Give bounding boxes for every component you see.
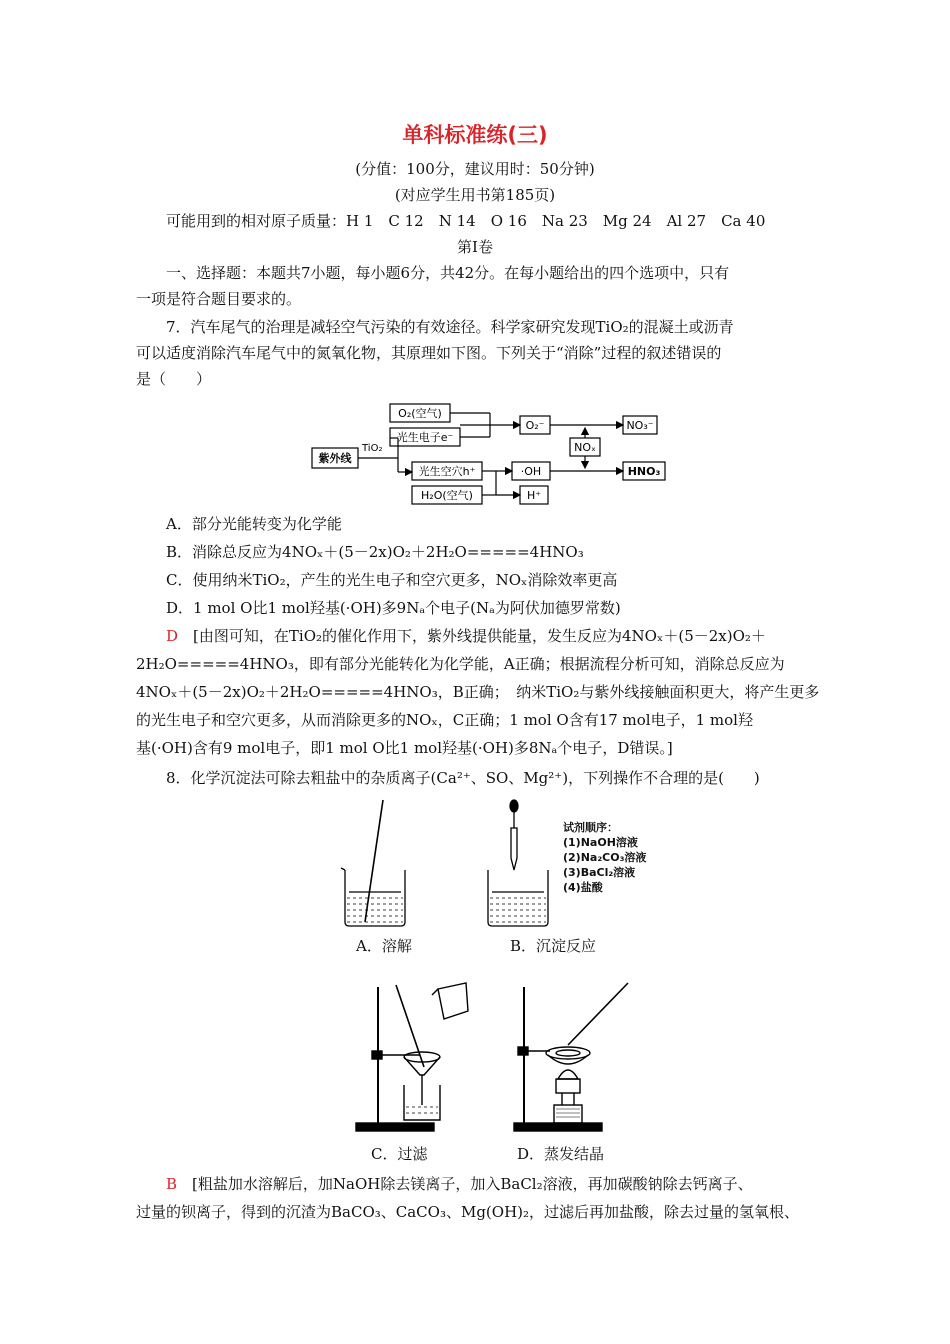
q8-analysis-text1: [粗盐加水溶解后，加NaOH除去镁离子，加入BaCl₂溶液，再加碳酸钠除去钙离子、	[192, 1175, 753, 1193]
atomic-masses: 可能用到的相对原子质量：H 1 C 12 N 14 O 16 Na 23 Mg 24 Al 27 Ca 40	[166, 212, 766, 230]
figure-b-caption: B．沉淀反应	[510, 937, 597, 955]
q7-analysis-line3: 4NOₓ＋(5－2x)O₂＋2H₂O=====4HNO₃，B正确； 纳米TiO₂与紫外线接触面积更大，将产生更多	[136, 683, 820, 701]
reagent-1: (1)NaOH溶液	[563, 836, 638, 849]
q8-stem: 8．化学沉淀法可除去粗盐中的杂质离子(Ca²⁺、SO、Mg²⁺)，下列操作不合理的是( )	[166, 769, 760, 787]
no3-minus-label: NO₃⁻	[626, 419, 654, 432]
q7-analysis-line2: 2H₂O=====4HNO₃，即有部分光能转化为化学能，A正确；根据流程分析可知，消除总反应为	[136, 655, 785, 673]
evaporation-figure	[510, 975, 640, 1135]
h2o-air-label: H₂O(空气)	[421, 489, 473, 502]
photo-hole-label: 光生空穴h⁺	[418, 465, 476, 478]
q8-answer-letter: B	[166, 1175, 178, 1193]
section-instructions-line2: 一项是符合题目要求的。	[136, 290, 302, 308]
q7-analysis-text1: [由图可知，在TiO₂的催化作用下，紫外线提供能量，发生反应为4NOₓ＋(5－2x)O₂＋	[193, 627, 766, 645]
q7-option-a: A．部分光能转变为化学能	[166, 515, 342, 533]
score-info: (分值：100分，建议用时：50分钟)	[355, 160, 595, 178]
reagent-3: (3)BaCl₂溶液	[563, 866, 636, 879]
q8-analysis-line1	[166, 1173, 826, 1195]
nox-label: NOₓ	[574, 441, 596, 454]
reagent-list	[563, 820, 646, 895]
q7-analysis-line1	[166, 625, 826, 647]
reagent-4: (4)盐酸	[563, 881, 603, 894]
hplus-label: H⁺	[526, 489, 542, 502]
uv-label: 紫外线	[318, 452, 352, 465]
volume-heading: 第Ⅰ卷	[457, 238, 493, 256]
beaker-stirring-figure	[335, 798, 435, 930]
q7-stem-line1: 7．汽车尾气的治理是减轻空气污染的有效途径。科学家研究发现TiO₂的混凝土或沥青	[166, 318, 734, 336]
page-title: 单科标准练(三)	[402, 123, 548, 147]
q7-option-b: B．消除总反应为4NOₓ＋(5－2x)O₂＋2H₂O=====4HNO₃	[166, 543, 584, 561]
section-instructions-line1: 一、选择题：本题共7小题，每小题6分，共42分。在每小题给出的四个选项中，只有	[166, 264, 730, 282]
oh-label: ·OH	[520, 465, 542, 478]
q7-option-d: D．1 mol O比1 mol羟基(·OH)多9Nₐ个电子(Nₐ为阿伏加德罗常数)	[166, 599, 621, 617]
tio2-label: TiO₂	[362, 443, 383, 454]
figure-c-caption: C．过滤	[371, 1145, 428, 1163]
q7-stem-line3: 是（ ）	[136, 370, 212, 388]
hno3-label: HNO₃	[627, 465, 661, 478]
q7-option-c: C．使用纳米TiO₂，产生的光生电子和空穴更多，NOₓ消除效率更高	[166, 571, 618, 589]
photo-electron-label: 光生电子e⁻	[396, 431, 454, 444]
q7-answer-letter: D	[166, 627, 179, 645]
book-reference: (对应学生用书第185页)	[394, 186, 556, 204]
q8-analysis-line2: 过量的钡离子，得到的沉渣为BaCO₃、CaCO₃、Mg(OH)₂，过滤后再加盐酸，除去过量的氢氧根、	[136, 1203, 800, 1221]
reagent-2: (2)Na₂CO₃溶液	[563, 851, 647, 864]
figure-a-caption: A．溶解	[356, 937, 412, 955]
q7-flow-diagram	[300, 398, 680, 513]
o2-air-label: O₂(空气)	[398, 407, 442, 420]
q7-analysis-line4: 的光生电子和空穴更多，从而消除更多的NOₓ，C正确；1 mol O含有17 mol电子，1 mol羟	[136, 711, 753, 729]
q7-stem-line2: 可以适度消除汽车尾气中的氮氧化物，其原理如下图。下列关于“消除”过程的叙述错误的	[136, 344, 722, 362]
dropper-figure	[478, 798, 558, 930]
o2-minus-label: O₂⁻	[525, 419, 545, 432]
q7-analysis-line5: 基(·OH)含有9 mol电子，即1 mol O比1 mol羟基(·OH)多8Nₐ个电子，D错误。]	[136, 739, 673, 757]
filtration-figure	[348, 975, 478, 1135]
figure-d-caption: D．蒸发结晶	[517, 1145, 605, 1163]
reagent-title: 试剂顺序：	[563, 821, 618, 834]
